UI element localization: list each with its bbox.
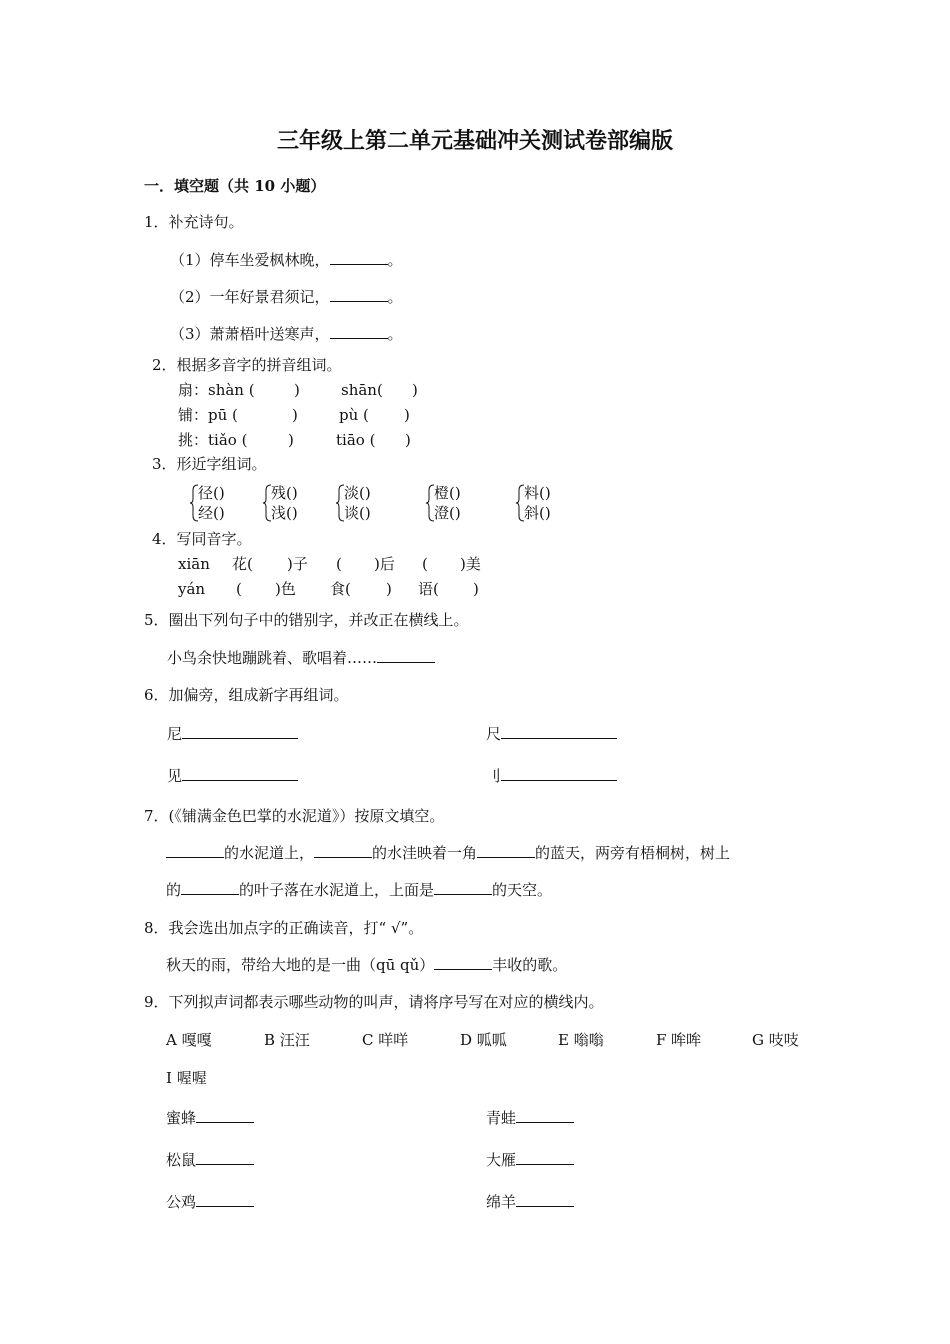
polyphone-row-right: tiāo ( bbox=[336, 431, 376, 449]
paren-close: ) bbox=[412, 381, 418, 399]
answer-blank[interactable] bbox=[434, 880, 492, 895]
similar-char: 经() bbox=[198, 504, 225, 522]
period: 。 bbox=[387, 288, 403, 306]
answer-blank[interactable] bbox=[377, 648, 435, 663]
answer-blank[interactable] bbox=[516, 1192, 574, 1207]
page-title: 三年级上第二单元基础冲关测试卷部编版 bbox=[276, 128, 673, 154]
base-char: 尼 bbox=[167, 725, 183, 743]
animal-name: 松鼠 bbox=[166, 1151, 197, 1169]
text-fragment: 的水洼映着一角 bbox=[372, 844, 478, 862]
similar-char-pair bbox=[524, 483, 551, 523]
homophone-part: )美 bbox=[460, 555, 481, 573]
onomatopoeia-option: E 嗡嗡 bbox=[558, 1031, 604, 1049]
animal-name: 绵羊 bbox=[486, 1193, 517, 1211]
answer-blank[interactable] bbox=[196, 1150, 254, 1165]
similar-char-pair bbox=[434, 483, 461, 523]
answer-blank[interactable] bbox=[434, 955, 492, 970]
similar-char-pair bbox=[344, 483, 371, 523]
animal-item bbox=[486, 1150, 574, 1170]
text-fragment: 的天空。 bbox=[492, 881, 553, 899]
homophone-part: ) bbox=[386, 580, 392, 598]
answer-blank[interactable] bbox=[477, 843, 535, 858]
homophone-part: 食( bbox=[330, 580, 351, 598]
base-char: 尺 bbox=[486, 725, 502, 743]
pinyin: xiān bbox=[178, 555, 210, 573]
question-5-stem: 5．圈出下列句子中的错别字，并改正在横线上。 bbox=[144, 611, 469, 629]
homophone-part: ) bbox=[473, 580, 479, 598]
similar-char: 料() bbox=[524, 484, 551, 502]
text-fragment: 的 bbox=[166, 881, 182, 899]
text-fragment: 的水泥道上， bbox=[224, 844, 315, 862]
period: 。 bbox=[387, 251, 403, 269]
animal-item bbox=[166, 1192, 254, 1212]
answer-blank[interactable] bbox=[501, 766, 617, 781]
poem-line: （2）一年好景君须记， bbox=[170, 288, 330, 306]
similar-char-pair bbox=[271, 483, 298, 523]
question-7-line-1 bbox=[166, 843, 730, 863]
animal-name: 大雁 bbox=[486, 1151, 517, 1169]
question-8-stem: 8．我会选出加点字的正确读音，打“ √”。 bbox=[144, 919, 424, 937]
question-1-line-2 bbox=[170, 287, 403, 307]
radical-item bbox=[167, 724, 298, 744]
answer-blank[interactable] bbox=[166, 843, 224, 858]
base-char: 见 bbox=[167, 767, 183, 785]
question-2-stem: 2．根据多音字的拼音组词。 bbox=[152, 356, 342, 374]
animal-name: 青蛙 bbox=[486, 1109, 517, 1127]
answer-blank[interactable] bbox=[196, 1192, 254, 1207]
similar-char: 斜() bbox=[524, 504, 551, 522]
homophone-part: ( bbox=[236, 580, 242, 598]
question-5-sentence bbox=[167, 648, 435, 668]
paren-close: ) bbox=[405, 431, 411, 449]
similar-char: 残() bbox=[271, 484, 298, 502]
homophone-part: ( bbox=[336, 555, 342, 573]
answer-blank[interactable] bbox=[181, 880, 239, 895]
answer-blank[interactable] bbox=[182, 766, 298, 781]
paren-close: ) bbox=[292, 406, 298, 424]
question-1-stem: 1．补充诗句。 bbox=[144, 213, 244, 231]
similar-char: 澄() bbox=[434, 504, 461, 522]
similar-char: 橙() bbox=[434, 484, 461, 502]
answer-blank[interactable] bbox=[330, 250, 388, 265]
sentence-text: 小鸟余快地蹦跳着、歌唱着…… bbox=[167, 649, 378, 667]
question-1-line-1 bbox=[170, 250, 403, 270]
homophone-part: )色 bbox=[275, 580, 296, 598]
period: 。 bbox=[387, 325, 403, 343]
homophone-part: ( bbox=[422, 555, 428, 573]
animal-item bbox=[166, 1108, 254, 1128]
answer-blank[interactable] bbox=[196, 1108, 254, 1123]
answer-blank[interactable] bbox=[501, 724, 617, 739]
text-fragment: 的叶子落在水泥道上，上面是 bbox=[239, 881, 435, 899]
question-8-sentence bbox=[166, 955, 567, 975]
similar-char: 淡() bbox=[344, 484, 371, 502]
question-6-stem: 6．加偏旁，组成新字再组词。 bbox=[144, 686, 349, 704]
polyphone-row-right: shān( bbox=[341, 381, 383, 399]
animal-item bbox=[486, 1192, 574, 1212]
homophone-part: )子 bbox=[287, 555, 308, 573]
homophone-part: 语( bbox=[418, 580, 439, 598]
onomatopoeia-option: D 呱呱 bbox=[460, 1031, 507, 1049]
polyphone-row-left: 扇：shàn ( bbox=[178, 381, 255, 399]
poem-line: （3）萧萧梧叶送寒声， bbox=[170, 325, 330, 343]
question-7-line-2 bbox=[166, 880, 552, 900]
polyphone-row-left: 铺：pū ( bbox=[178, 406, 238, 424]
paren-close: ) bbox=[288, 431, 294, 449]
question-9-stem: 9．下列拟声词都表示哪些动物的叫声，请将序号写在对应的横线内。 bbox=[144, 993, 604, 1011]
text-fragment: 的蓝天，两旁有梧桐树，树上 bbox=[535, 844, 731, 862]
animal-item bbox=[486, 1108, 574, 1128]
homophone-part: 花( bbox=[232, 555, 253, 573]
sentence-text: 丰收的歌。 bbox=[492, 956, 568, 974]
answer-blank[interactable] bbox=[330, 287, 388, 302]
answer-blank[interactable] bbox=[182, 724, 298, 739]
animal-name: 公鸡 bbox=[166, 1193, 197, 1211]
animal-item bbox=[166, 1150, 254, 1170]
sentence-text: 秋天的雨，带给大地的是一曲（qū qǔ） bbox=[166, 956, 435, 974]
onomatopoeia-option: F 哞哞 bbox=[656, 1031, 702, 1049]
base-char: 刂 bbox=[486, 767, 502, 785]
question-4-stem: 4．写同音字。 bbox=[152, 530, 252, 548]
question-1-line-3 bbox=[170, 324, 403, 344]
poem-line: （1）停车坐爱枫林晚， bbox=[170, 251, 330, 269]
onomatopoeia-option: A 嘎嘎 bbox=[166, 1031, 212, 1049]
similar-char: 径() bbox=[198, 484, 225, 502]
paren-close: ) bbox=[294, 381, 300, 399]
paren-close: ) bbox=[404, 406, 410, 424]
radical-item bbox=[486, 766, 617, 786]
question-3-stem: 3．形近字组词。 bbox=[152, 455, 267, 473]
answer-blank[interactable] bbox=[516, 1108, 574, 1123]
answer-blank[interactable] bbox=[314, 843, 372, 858]
similar-char: 谈() bbox=[344, 504, 371, 522]
similar-char: 浅() bbox=[271, 504, 298, 522]
radical-item bbox=[486, 724, 617, 744]
section-heading: 一．填空题（共 10 小题） bbox=[144, 177, 326, 195]
homophone-part: )后 bbox=[374, 555, 395, 573]
answer-blank[interactable] bbox=[516, 1150, 574, 1165]
polyphone-row-left: 挑：tiǎo ( bbox=[178, 431, 248, 449]
question-7-stem: 7．(《铺满金色巴掌的水泥道》）按原文填空。 bbox=[144, 807, 445, 825]
radical-item bbox=[167, 766, 298, 786]
onomatopoeia-option: C 咩咩 bbox=[362, 1031, 409, 1049]
animal-name: 蜜蜂 bbox=[166, 1109, 197, 1127]
polyphone-row-right: pù ( bbox=[339, 406, 369, 424]
pinyin: yán bbox=[178, 580, 206, 598]
answer-blank[interactable] bbox=[330, 324, 388, 339]
onomatopoeia-option: I 喔喔 bbox=[166, 1069, 207, 1087]
onomatopoeia-option: G 吱吱 bbox=[752, 1031, 799, 1049]
onomatopoeia-option: B 汪汪 bbox=[264, 1031, 310, 1049]
similar-char-pair bbox=[198, 483, 225, 523]
